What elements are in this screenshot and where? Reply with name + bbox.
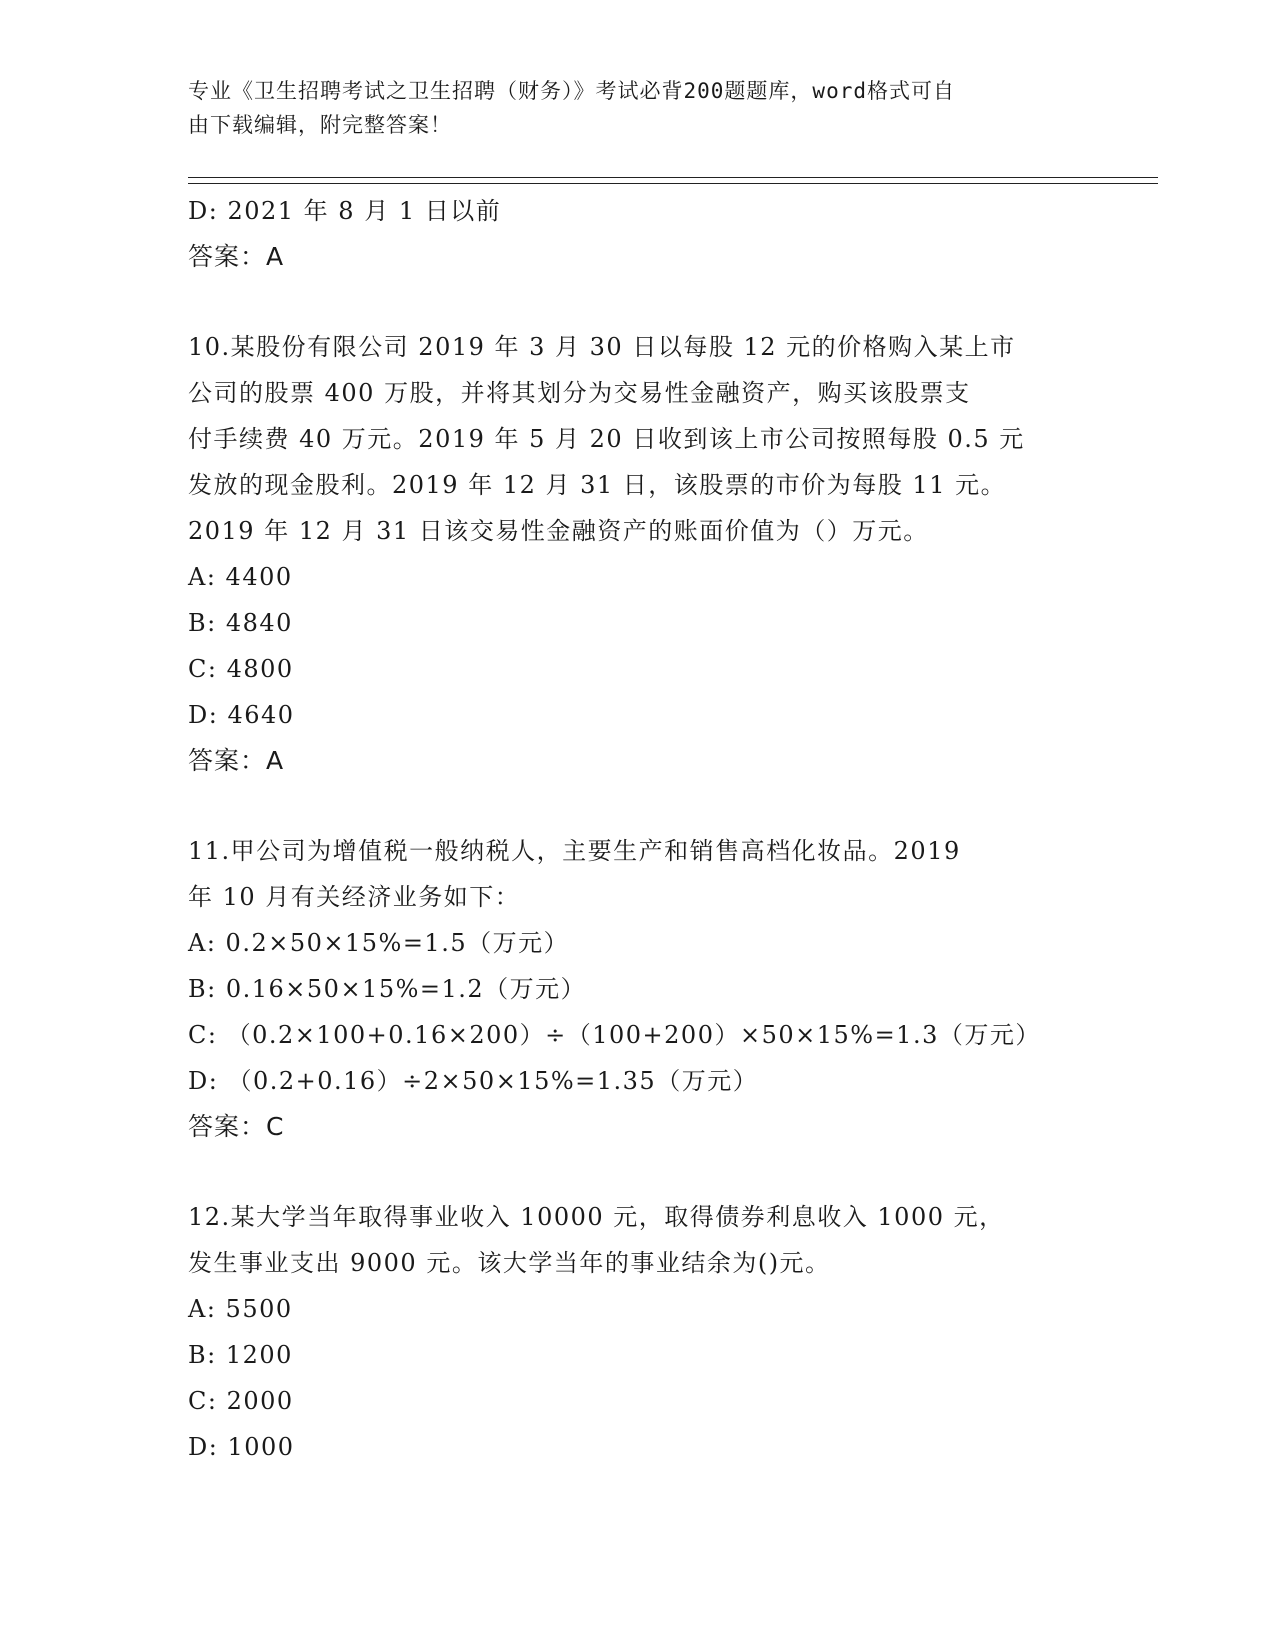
option-a: A: 4400 bbox=[188, 563, 293, 591]
option-c: C: 4800 bbox=[188, 655, 294, 683]
question-12 bbox=[188, 1194, 1088, 1470]
header-divider-top bbox=[188, 177, 1158, 178]
option-d: D: 1000 bbox=[188, 1433, 295, 1461]
option-d: D: （0.2+0.16）÷2×50×15%=1.35（万元） bbox=[188, 1067, 759, 1095]
option-a: A: 0.2×50×15%=1.5（万元） bbox=[188, 929, 570, 957]
option-c: C: 2000 bbox=[188, 1387, 294, 1415]
option-b: B: 1200 bbox=[188, 1341, 293, 1369]
document-header bbox=[188, 74, 1068, 142]
question-text-line: 发生事业支出 9000 元。该大学当年的事业结余为()元。 bbox=[188, 1249, 831, 1277]
header-line-1: 专业《卫生招聘考试之卫生招聘（财务）》考试必背200题题库，word格式可自 bbox=[188, 79, 955, 103]
answer-line: 答案：A bbox=[188, 746, 285, 775]
answer-line: 答案：C bbox=[188, 1112, 285, 1141]
question-text-line: 付手续费 40 万元。2019 年 5 月 20 日收到该上市公司按照每股 0.5 元 bbox=[188, 425, 1025, 453]
question-text-line: 11.甲公司为增值税一般纳税人，主要生产和销售高档化妆品。2019 bbox=[188, 837, 961, 865]
question-text-line: 12.某大学当年取得事业收入 10000 元，取得债券利息收入 1000 元， bbox=[188, 1203, 1005, 1231]
question-text-line: 2019 年 12 月 31 日该交易性金融资产的账面价值为（）万元。 bbox=[188, 517, 929, 545]
question-text-line: 年 10 月有关经济业务如下： bbox=[188, 883, 521, 911]
option-d: D: 2021 年 8 月 1 日以前 bbox=[188, 197, 502, 225]
header-divider-bottom bbox=[188, 183, 1158, 184]
question-10 bbox=[188, 324, 1088, 784]
option-b: B: 0.16×50×15%=1.2（万元） bbox=[188, 975, 587, 1003]
answer-line: 答案：A bbox=[188, 242, 285, 271]
header-line-2: 由下载编辑，附完整答案！ bbox=[188, 113, 452, 137]
option-d: D: 4640 bbox=[188, 701, 295, 729]
option-b: B: 4840 bbox=[188, 609, 293, 637]
question-11 bbox=[188, 828, 1088, 1150]
option-a: A: 5500 bbox=[188, 1295, 293, 1323]
document-body bbox=[188, 188, 1088, 1470]
question-text-line: 10.某股份有限公司 2019 年 3 月 30 日以每股 12 元的价格购入某上市 bbox=[188, 333, 1016, 361]
option-c: C: （0.2×100+0.16×200）÷（100+200）×50×15%=1.3（万元） bbox=[188, 1021, 1041, 1049]
question-text-line: 公司的股票 400 万股，并将其划分为交易性金融资产，购买该股票支 bbox=[188, 379, 971, 407]
question-9-tail bbox=[188, 188, 1088, 280]
question-text-line: 发放的现金股利。2019 年 12 月 31 日，该股票的市价为每股 11 元。 bbox=[188, 471, 1007, 499]
